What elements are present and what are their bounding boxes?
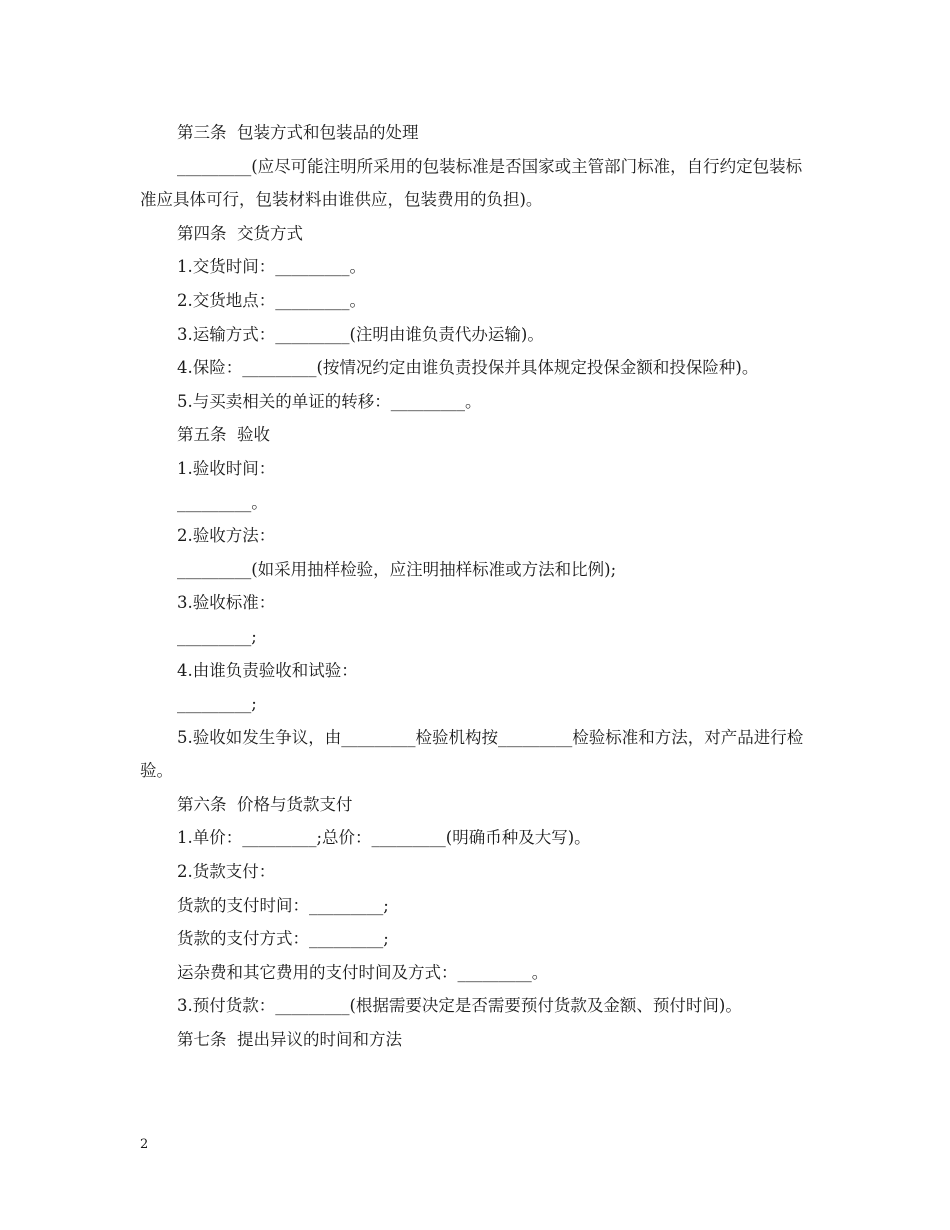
inspection-party-blank: _________; [177,694,257,714]
article-3-heading: 第三条 包装方式和包装品的处理 [177,123,419,142]
article-4-heading: 第四条 交货方式 [177,223,303,243]
article-5-heading: 第五条 验收 [177,425,270,445]
article-6-heading: 第六条 价格与货款支付 [177,794,353,814]
delivery-time-clause: 1.交货时间：_________。 [177,257,366,277]
inspection-standard-label: 3.验收标准： [177,593,276,613]
transport-method-clause: 3.运输方式：_________(注明由谁负责代办运输)。 [177,324,544,344]
insurance-clause: 4.保险：_________(按情况约定由谁负责投保并具体规定投保金额和投保险种)。 [177,358,759,378]
document-body [140,116,812,1057]
article-3-packaging-clause: _________(应尽可能注明所采用的包装标准是否国家或主管部门标准，自行约定包装标准应具体可行，包装材料由谁供应，包装费用的负担)。 [140,156,803,210]
payment-time-clause: 货款的支付时间：_________; [177,895,389,915]
documents-transfer-clause: 5.与买卖相关的单证的转移：_________。 [177,391,482,411]
inspection-method-blank: _________(如采用抽样检验，应注明抽样标准或方法和比例); [177,559,617,579]
inspection-dispute-clause: 5.验收如发生争议，由_________检验机构按_________检验标准和方法，对产品进行检验。 [140,727,804,781]
inspection-time-label: 1.验收时间： [177,458,276,478]
payment-label: 2.货款支付： [177,862,276,882]
inspection-method-label: 2.验收方法： [177,526,276,546]
delivery-place-clause: 2.交货地点：_________。 [177,290,366,310]
inspection-standard-blank: _________; [177,626,257,646]
payment-method-clause: 货款的支付方式：_________; [177,929,389,949]
advance-payment-clause: 3.预付货款：_________(根据需要决定是否需要预付货款及金额、预付时间)。 [177,996,742,1016]
freight-payment-clause: 运杂费和其它费用的支付时间及方式：_________。 [177,962,549,982]
inspection-party-label: 4.由谁负责验收和试验： [177,660,358,680]
price-clause: 1.单价：_________;总价：_________(明确币种及大写)。 [177,828,591,848]
article-7-heading: 第七条 提出异议的时间和方法 [177,1030,402,1050]
inspection-time-blank: _________。 [177,492,268,512]
page-number: 2 [140,1137,149,1152]
